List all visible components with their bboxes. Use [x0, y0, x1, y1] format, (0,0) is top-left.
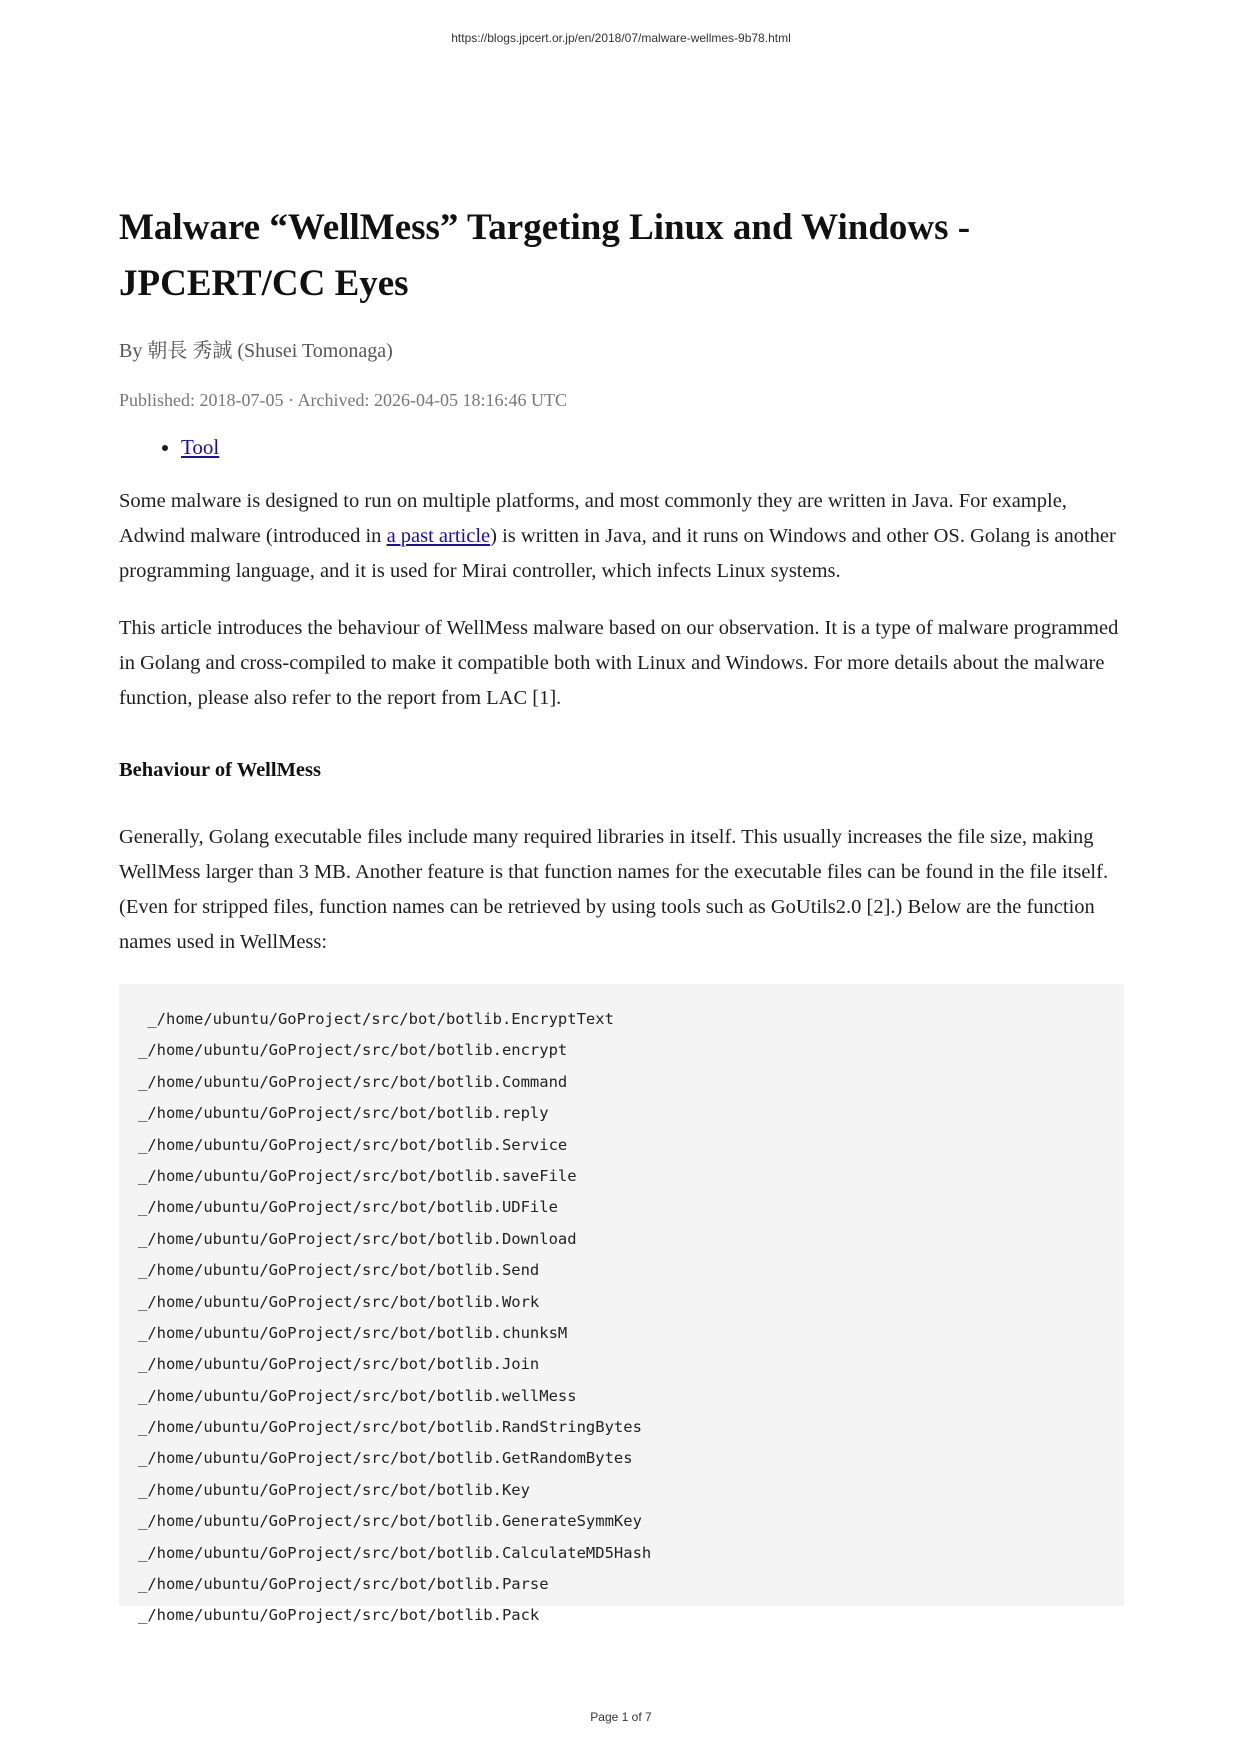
- code-line: _/home/ubuntu/GoProject/src/bot/botlib.Send: [138, 1261, 540, 1280]
- paragraph-overview: This article introduces the behaviour of WellMess malware based on our observation. It is a type of malware programmed in Golang and cross-compiled to make it compatible both with Linux and Windows. For more details about the malware function, please also refer to the report from LAC [1].: [119, 617, 1119, 709]
- paragraph-behaviour: Generally, Golang executable files include many required libraries in itself. This usually increases the file size, making WellMess larger than 3 MB. Another feature is that function names for the executable files can be found in the file itself. (Even for stripped files, function names can be retrieved by using tools such as GoUtils2.0 [2].) Below are the function names used in WellMess:: [119, 826, 1109, 953]
- article-title-line2: JPCERT/CC Eyes: [119, 263, 409, 304]
- code-line: _/home/ubuntu/GoProject/src/bot/botlib.wellMess: [138, 1386, 577, 1405]
- tag-item: [181, 432, 1124, 462]
- code-line: _/home/ubuntu/GoProject/src/bot/botlib.Command: [138, 1072, 568, 1091]
- code-line: _/home/ubuntu/GoProject/src/bot/botlib.Parse: [138, 1575, 549, 1594]
- code-line: _/home/ubuntu/GoProject/src/bot/botlib.Work: [138, 1292, 540, 1311]
- article-title-line1: Malware “WellMess” Targeting Linux and Windows -: [119, 207, 971, 248]
- paragraph-intro-text-2: ) is written in Java, and it runs on Windows and other OS. Golang is another programming language, and it is used for Mirai controller, which infects Linux systems.: [119, 525, 1116, 582]
- page-url-header: https://blogs.jpcert.or.jp/en/2018/07/malware-wellmes-9b78.html: [451, 31, 791, 45]
- code-line: _/home/ubuntu/GoProject/src/bot/botlib.Join: [138, 1355, 540, 1374]
- code-line: _/home/ubuntu/GoProject/src/bot/botlib.UDFile: [138, 1198, 558, 1217]
- page-number-footer: Page 1 of 7: [590, 1710, 652, 1724]
- code-line: _/home/ubuntu/GoProject/src/bot/botlib.Pack: [138, 1606, 540, 1625]
- author-byline: By 朝長 秀誠 (Shusei Tomonaga): [119, 340, 393, 362]
- paragraph-intro-text-1: Some malware is designed to run on multiple platforms, and most commonly they are written in Java. For example, Adwind malware (introduced in: [119, 490, 1067, 547]
- code-line: _/home/ubuntu/GoProject/src/bot/botlib.reply: [138, 1104, 549, 1123]
- publish-meta: Published: 2018-07-05 · Archived: 2026-04-05 18:16:46 UTC: [119, 390, 567, 410]
- tag-link-tool[interactable]: Tool: [181, 435, 220, 459]
- tag-list: [119, 432, 1124, 462]
- function-names-code-block: [119, 984, 1124, 1625]
- code-line: _/home/ubuntu/GoProject/src/bot/botlib.GetRandomBytes: [138, 1449, 633, 1468]
- code-line: _/home/ubuntu/GoProject/src/bot/botlib.EncryptText: [138, 1010, 614, 1028]
- code-line: _/home/ubuntu/GoProject/src/bot/botlib.CalculateMD5Hash: [138, 1543, 652, 1562]
- article-title: [119, 200, 1124, 312]
- code-line: _/home/ubuntu/GoProject/src/bot/botlib.Key: [138, 1480, 530, 1499]
- code-line: _/home/ubuntu/GoProject/src/bot/botlib.Service: [138, 1135, 568, 1154]
- section-heading-behaviour: Behaviour of WellMess: [119, 759, 321, 781]
- code-line: _/home/ubuntu/GoProject/src/bot/botlib.chunksM: [138, 1323, 568, 1342]
- code-line: _/home/ubuntu/GoProject/src/bot/botlib.saveFile: [138, 1166, 577, 1185]
- paragraph-intro: [119, 484, 1124, 589]
- code-line: _/home/ubuntu/GoProject/src/bot/botlib.Download: [138, 1229, 577, 1248]
- code-line: _/home/ubuntu/GoProject/src/bot/botlib.RandStringBytes: [138, 1418, 642, 1437]
- code-line: _/home/ubuntu/GoProject/src/bot/botlib.GenerateSymmKey: [138, 1512, 642, 1531]
- article-content: [119, 200, 1124, 1625]
- code-line: _/home/ubuntu/GoProject/src/bot/botlib.encrypt: [138, 1041, 568, 1060]
- past-article-link[interactable]: a past article: [386, 525, 491, 547]
